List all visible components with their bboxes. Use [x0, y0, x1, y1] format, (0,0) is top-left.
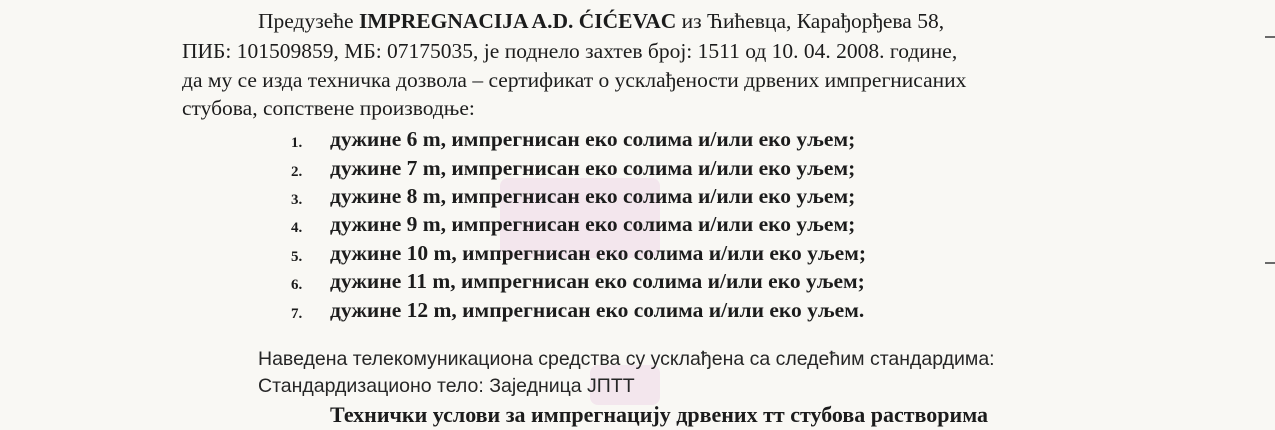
list-item-text: дужине 12 m, импрегнисан еко солима и/или еко уљем.	[330, 298, 865, 322]
list-item-number: 6.	[291, 277, 303, 293]
list-item-number: 4.	[291, 220, 303, 236]
company-name: IMPREGNACIJA A.D. ĆIĆEVAC	[358, 9, 677, 33]
list-item-number: 7.	[291, 306, 303, 322]
standards-line-1: Наведена телекомуникациона средства су усклађена са следећим стандардима:	[258, 348, 995, 370]
paragraph-line-3: да му се изда техничка дозвола – сертификат о усклађености дрвених импрегнисаних	[182, 68, 967, 92]
list-item-text: дужине 9 m, импрегнисан еко солима и/или еко уљем;	[330, 212, 856, 236]
list-item-text: дужине 11 m, импрегнисан еко солима и/или еко уљем;	[330, 269, 865, 293]
list-item-number: 2.	[291, 164, 303, 180]
list-item-text: дужине 6 m, импрегнисан еко солима и/или еко уљем;	[330, 127, 856, 151]
section-heading: Технички услови за импрегнацију дрвених тт стубова растворима	[330, 402, 989, 427]
list-item-text: дужине 10 m, импрегнисан еко солима и/или еко уљем;	[330, 241, 866, 265]
scan-edge-mark	[1265, 36, 1275, 38]
company-address: из Ћићевца, Карађорђева 58,	[676, 9, 945, 33]
list-item-number: 3.	[291, 192, 303, 208]
list-item-text: дужине 8 m, импрегнисан еко солима и/или еко уљем;	[330, 184, 856, 208]
paragraph-line-4: стубова, сопствене производње:	[182, 96, 475, 120]
list-item-text: дужине 7 m, импрегнисан еко солима и/или еко уљем;	[330, 156, 856, 180]
scan-edge-mark	[1265, 262, 1275, 264]
paragraph-prefix: Предузеће	[258, 9, 359, 33]
paragraph-line-1	[258, 8, 944, 34]
paragraph-line-2: ПИБ: 101509859, МБ: 07175035, је поднело захтев број: 1511 од 10. 04. 2008. године,	[182, 39, 958, 63]
list-item-number: 1.	[291, 135, 303, 151]
list-item-number: 5.	[291, 249, 303, 265]
standards-line-2: Стандардизационо тело: Заједница ЈПТТ	[258, 375, 635, 397]
